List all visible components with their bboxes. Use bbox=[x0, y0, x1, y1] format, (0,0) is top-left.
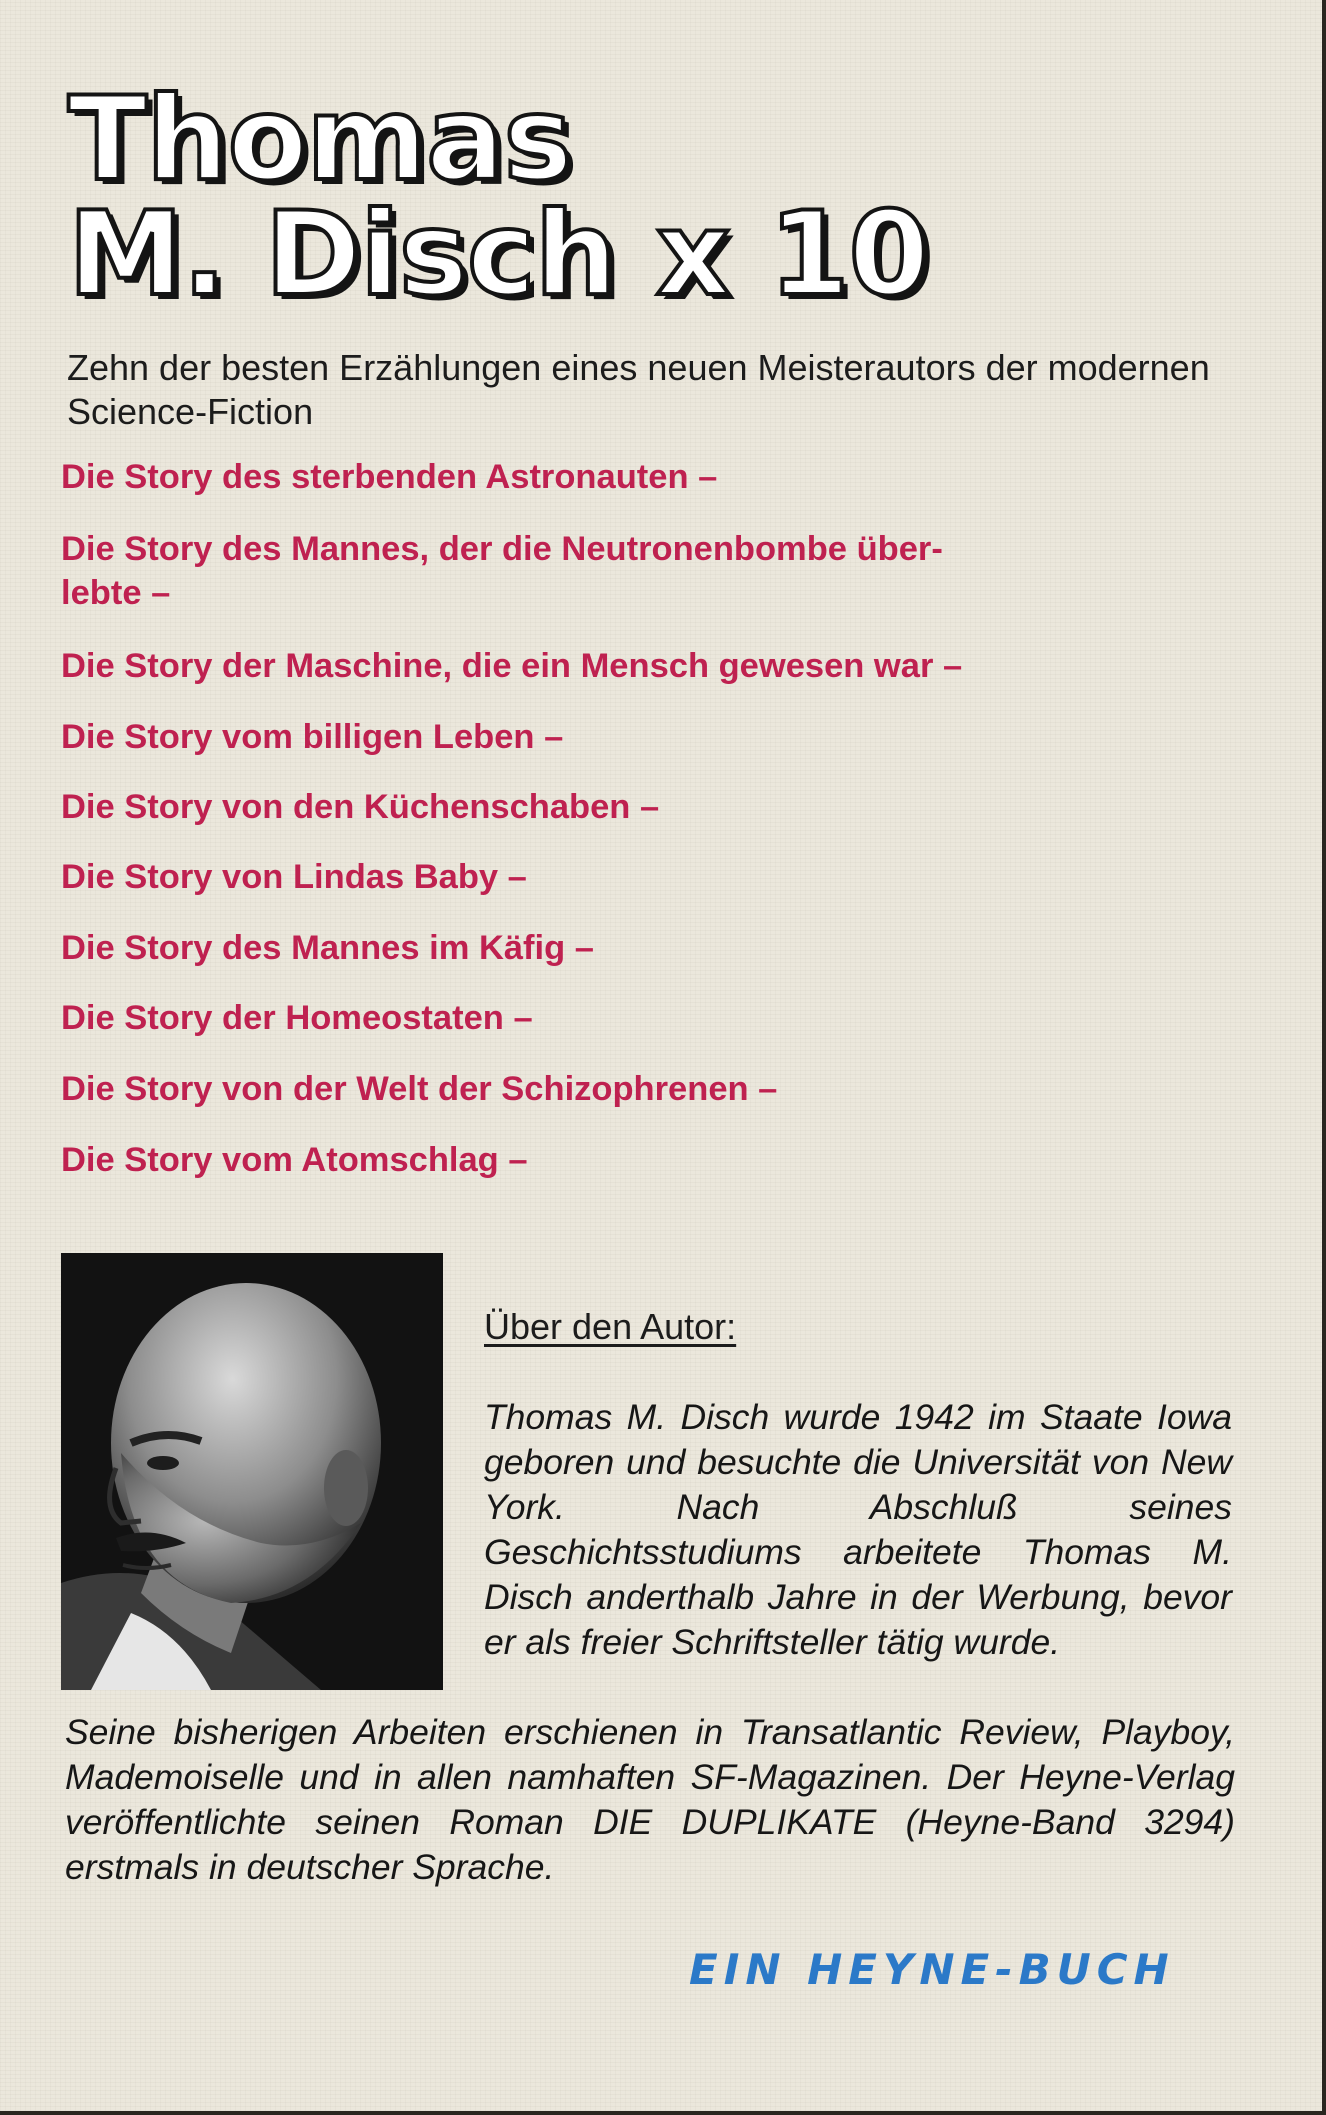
story-item: Die Story des sterbenden Astronauten – bbox=[61, 458, 718, 496]
publisher-imprint: EIN HEYNE-BUCH bbox=[689, 1945, 1175, 1994]
story-item: Die Story von Lindas Baby – bbox=[61, 858, 527, 896]
story-item: Die Story von der Welt der Schizophrenen – bbox=[61, 1070, 778, 1108]
subtitle: Zehn der besten Erzählungen eines neuen Meisterautors der modernen Science-Fiction bbox=[67, 347, 1210, 432]
author-bio-part-2: Seine bisherigen Arbeiten erschienen in Transatlantic Review, Playboy, Mademoiselle und in allen namhaften SF-Magazinen. Der Heyne-Verlag veröffentlichte seinen Roman DIE DUPLIKATE (Heyne-Band 3294) erstmals in deutscher Sprache. bbox=[65, 1712, 1235, 1887]
title-line-2: M. Disch x 10 bbox=[68, 187, 929, 322]
story-item: Die Story des Mannes im Käfig – bbox=[61, 929, 594, 967]
author-photo bbox=[61, 1253, 443, 1690]
story-item: Die Story der Homeostaten – bbox=[61, 999, 533, 1037]
story-item: lebte – bbox=[61, 574, 171, 612]
title-line-1: Thomas bbox=[68, 72, 572, 207]
story-item: Die Story der Maschine, die ein Mensch gewesen war – bbox=[61, 647, 963, 685]
about-author-heading: Über den Autor: bbox=[484, 1306, 737, 1347]
story-item: Die Story von den Küchenschaben – bbox=[61, 788, 660, 826]
story-item: Die Story vom billigen Leben – bbox=[61, 718, 564, 756]
story-item: Die Story vom Atomschlag – bbox=[61, 1141, 528, 1179]
story-item: Die Story des Mannes, der die Neutronenbombe über- bbox=[61, 530, 943, 568]
author-bio-part-1: Thomas M. Disch wurde 1942 im Staate Iowa geboren und besuchte die Universität von New York. Nach Abschluß seines Geschichtsstudiums arbeitete Thomas M. Disch anderthalb Jahre in der Werbung, bevor er als freier Schriftsteller tätig wurde. bbox=[484, 1397, 1232, 1662]
